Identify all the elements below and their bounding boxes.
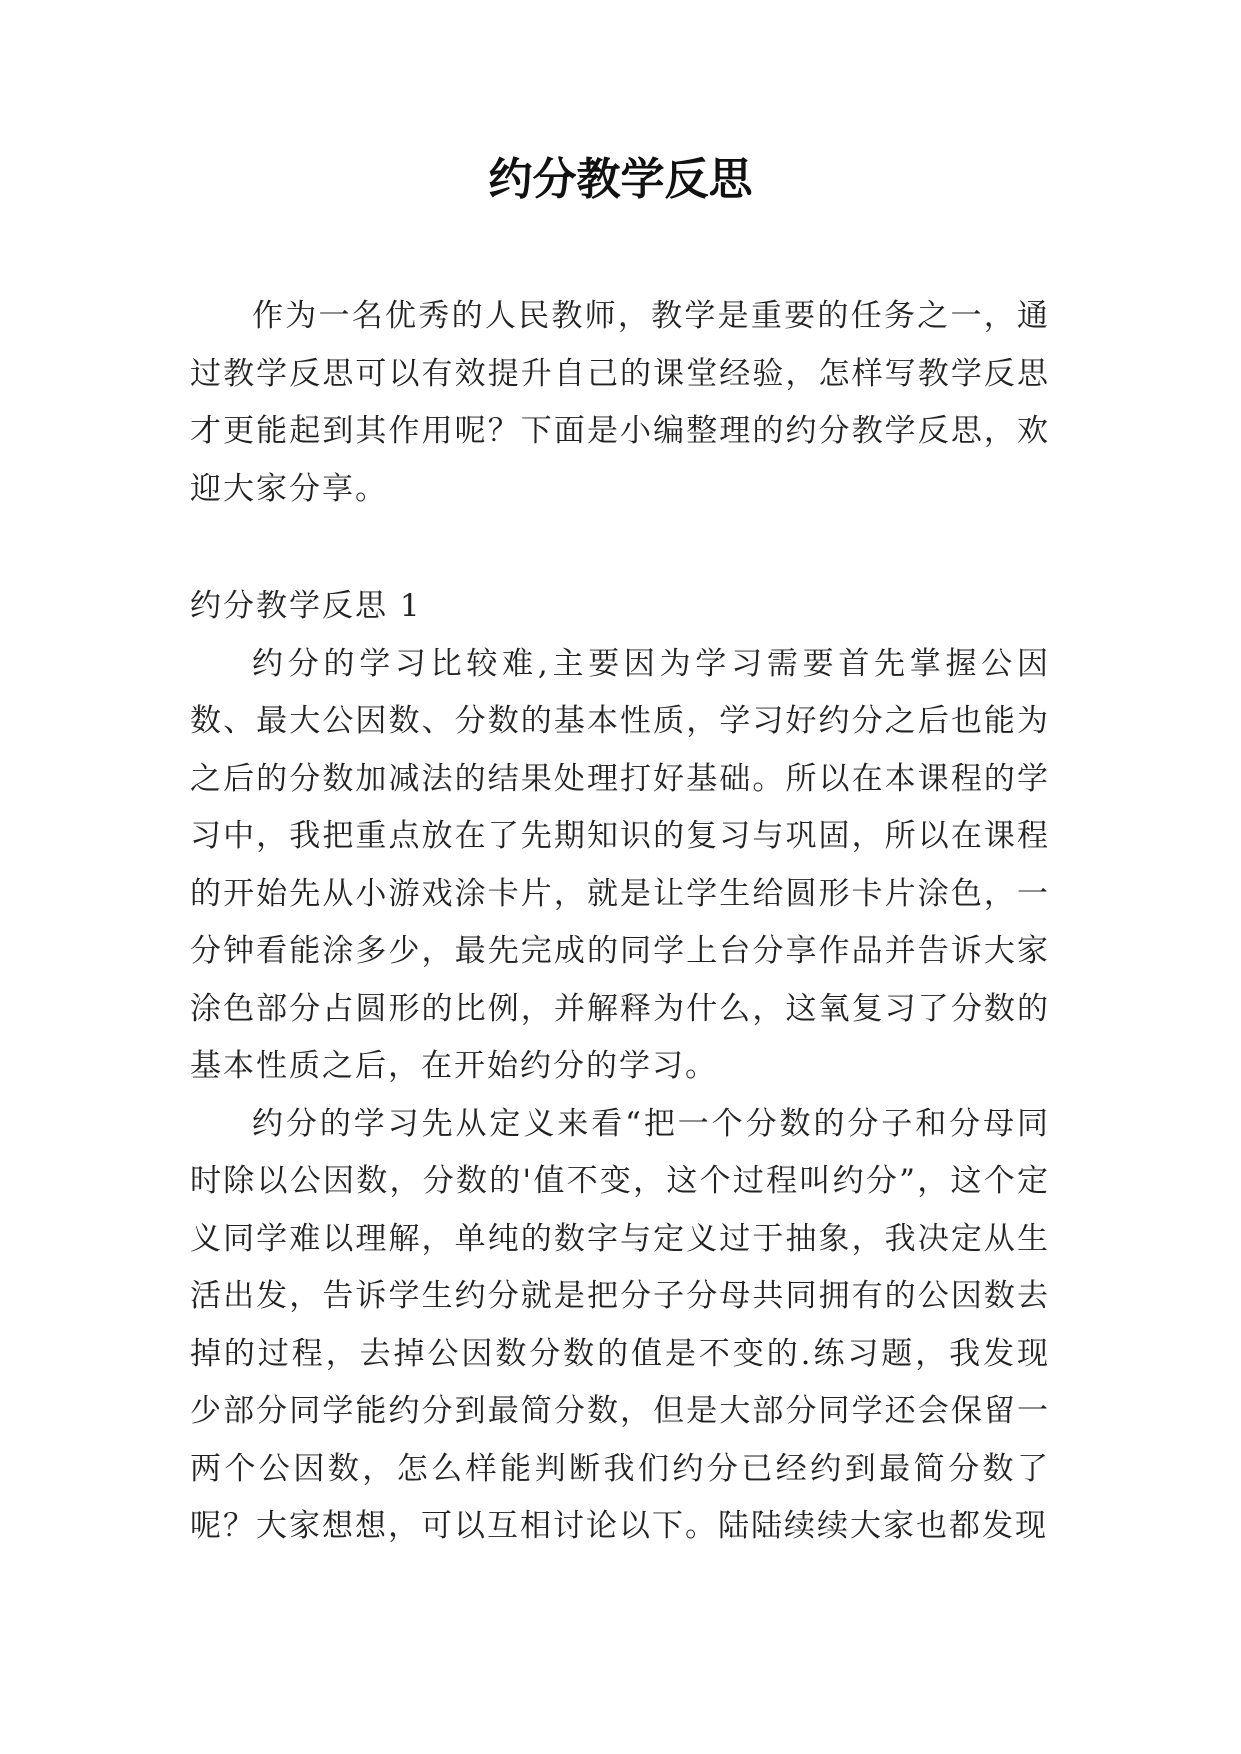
intro-paragraph: 作为一名优秀的人民教师，教学是重要的任务之一，通过教学反思可以有效提升自己的课堂经验，怎样写教学反思才更能起到其作用呢？下面是小编整理的约分教学反思，欢迎大家分享。	[190, 298, 1050, 507]
body-paragraph-2: 约分的学习先从定义来看“把一个分数的分子和分母同时除以公因数，分数的'值不变，这个过程叫约分”，这个定义同学难以理解，单纯的数字与定义过于抽象，我决定从生活出发，告诉学生约分就是把分子分母共同拥有的公因数去掉的过程，去掉公因数分数的值是不变的.练习题，我发现少部分同学能约分到最简分数，但是大部分同学还会保留一两个公因数，怎么样能判断我们约分已经约到最简分数了呢？大家想想，可以互相讨论以下。陆陆续续大家也都发现	[190, 1105, 1050, 1544]
body-paragraph-1: 约分的学习比较难,主要因为学习需要首先掌握公因数、最大公因数、分数的基本性质，学习好约分之后也能为之后的分数加减法的结果处理打好基础。所以在本课程的学习中，我把重点放在了先期知识的复习与巩固，所以在课程的开始先从小游戏涂卡片，就是让学生给圆形卡片涂色，一分钟看能涂多少，最先完成的同学上台分享作品并告诉大家涂色部分占圆形的比例，并解释为什么，这氧复习了分数的基本性质之后，在开始约分的学习。	[190, 645, 1050, 1084]
document-body	[190, 288, 1050, 1556]
document-title: 约分教学反思	[488, 154, 753, 205]
section-heading: 约分教学反思 1	[190, 588, 422, 624]
